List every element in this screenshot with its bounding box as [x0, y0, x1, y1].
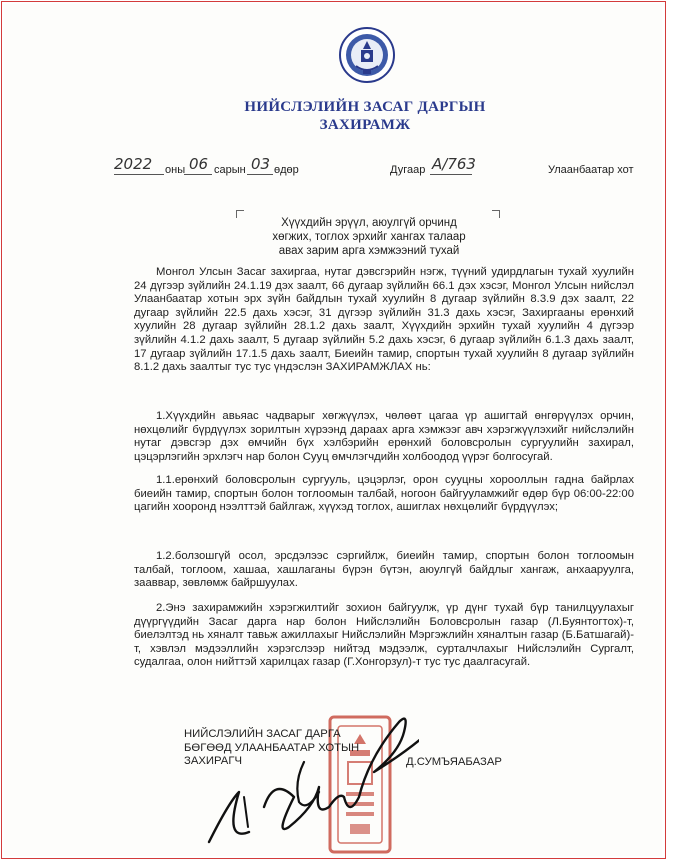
preamble-paragraph: Монгол Улсын Засаг захиргаа, нутаг дэвсгэрийн нэгж, түүний удирдлагын тухай хуулийн 24 дүгээр зүйлийн 24.1.19 дэх заалт, 66 дугаар зүйлийн 66.1 дэх хэсэг, Монгол Улсын нийслэл Улаанбаатар хотын эрх зүйн байдлын тухай хуулийн 8 дугаар зүйлийн 8.3.9 дэх заалт, 22 дугаар зүйлийн 22.5 дахь хэсэг, 31 дүгээр зүйлийн 31.3 дахь хэсэг, Захиргааны ерөнхий хуулийн 28 дугаар зүйлийн 28.1.2 дахь заалт, Хүүхдийн эрхийн тухай хуулийн 4 дүгээр зүйлийн 4.1.2 дахь заалт, 5 дугаар зүйлийн 5.2 дахь хэсэг, 6 дугаар зүйлийн 6.1.3 дахь заалт, 17 дугаар зүйлийн 17.1.5 дахь заалт, Биеийн тамир, спортын тухай хуулийн 8 дугаар зүйлийн 8.1.2 дахь заалтыг тус тус үндэслэн ЗАХИРАМЖЛАХ нь:	[134, 266, 634, 374]
number-underline	[430, 174, 472, 175]
signatory-title-line: ЗАХИРАГЧ	[184, 755, 242, 767]
signatory-title-line: БӨГӨӨД УЛААНБААТАР ХОТЫН	[184, 741, 360, 754]
year-handwritten: 2022	[114, 155, 153, 173]
year-underline	[114, 174, 164, 175]
day-underline	[247, 174, 273, 175]
date-line	[114, 155, 654, 180]
signatory-name: Д.СУМЪЯАБАЗАР	[406, 756, 502, 768]
document-page	[4, 4, 662, 856]
subject-line: хөгжих, тоглох эрхийг хангах талаар	[272, 231, 466, 243]
month-underline	[184, 174, 212, 175]
handwritten-signature	[204, 702, 419, 852]
subject-bracket-left	[236, 210, 244, 218]
place-label: Улаанбаатар хот	[548, 164, 634, 176]
number-handwritten: А/763	[432, 155, 476, 173]
signatory-title-line: НИЙСЛЭЛИЙН ЗАСАГ ДАРГА	[184, 728, 341, 740]
organization-title: НИЙСЛЭЛИЙН ЗАСАГ ДАРГЫН	[244, 99, 486, 115]
month-label: сарын	[214, 164, 246, 176]
subject-line: авах зарим арга хэмжээний тухай	[278, 245, 460, 257]
clause-1-1-paragraph: 1.1.ерөнхий боловсролын сургууль, цэцэрлэг, орон сууцны хорооллын гадна байрлах биеийн тамир, спортын болон тоглоомын талбай, ногоон байгууламжийг өдөр бүр 06:00-22:00 цагийн хооронд нээлттэй байлгаж, хүүхэд тоглох, ашиглах нөхцөлийг бүрдүүлэх;	[134, 474, 634, 514]
subject-title	[244, 216, 494, 258]
document-type-title: ЗАХИРАМЖ	[319, 117, 411, 133]
month-handwritten: 06	[189, 155, 209, 173]
day-handwritten: 03	[251, 155, 271, 173]
number-label: Дугаар	[390, 164, 426, 176]
clause-1-paragraph: 1.Хүүхдийн авьяас чадварыг хөгжүүлэх, чөлөөт цагаа үр ашигтай өнгөрүүлэх орчин, нөхцөлийг бүрдүүлэх зорилтын хүрээнд дараах арга хэмжээг авч хэрэгжүүлэхийг нийслэлийн нутаг дэвсгэр дэх өмчийн бүх хэлбэрийн ерөнхий боловсролын сургуулийн захирал, цэцэрлэгийн эрхлэгч нар болон Сууц өмчлэгчдийн холбоодод үүрэг болгосугай.	[134, 410, 634, 463]
clause-2-paragraph: 2.Энэ захирамжийн хэрэгжилтийг зохион байгуулж, үр дүнг тухай бүр танилцуулахыг дүүргүүдийн Засаг дарга нар болон Нийслэлийн Боловсролын газар (Л.Буянтогтох)-т, биелэлтэд нь хяналт тавьж ажиллахыг Нийслэлийн Мэргэжлийн хяналтын газар (Б.Батшагай)-т, хэвлэл мэдээллийн хэрэгслээр нийтэд мэдээлж, сурталчлахыг Нийслэлийн Сургалт, судалгаа, олон нийттэй харилцах газар (Г.Хонгорзул)-т тус тус даалгасугай.	[134, 602, 634, 669]
subject-line: Хүүхдийн эрүүл, аюулгүй орчинд	[281, 217, 457, 229]
day-label: өдөр	[274, 164, 299, 176]
clause-1-2-paragraph: 1.2.болзошгүй осол, эрсдэлээс сэргийлж, биеийн тамир, спортын болон тоглоомын талбай, тоглоом, хашаа, хашлаганы бүрэн бүтэн, аюулгүй байдлыг хангаж, анхааруулга, зааввар, зөвлөмж байршуулах.	[134, 550, 634, 590]
state-emblem-icon	[338, 26, 396, 84]
year-label: оны	[165, 164, 186, 176]
